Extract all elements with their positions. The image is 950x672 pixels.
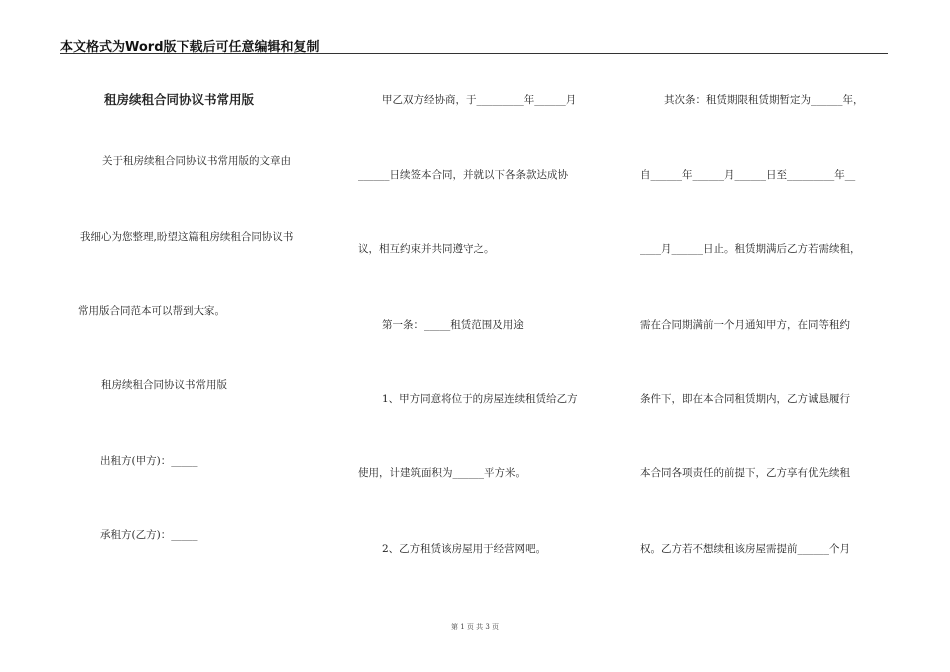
page-number: 第 1 页 共 3 页 (450, 623, 500, 631)
paragraph-line: 2、乙方租赁该房屋用于经营网吧。 (382, 543, 547, 555)
paragraph-line: 1、甲方同意将位于的房屋连续租赁给乙方 (382, 393, 578, 405)
text-column-2 (358, 0, 628, 672)
paragraph-line: 自______年______月______日至_________年__ (640, 169, 856, 181)
paragraph-line: 使用，计建筑面积为______平方米。 (358, 467, 526, 479)
lessee-field: 承租方(乙方)：_____ (100, 529, 198, 541)
document-title: 租房续租合同协议书常用版 (104, 92, 255, 107)
paragraph-line: 条件下，即在本合同租赁期内，乙方诚恳履行 (640, 393, 850, 405)
section-heading: 第一条：_____租赁范围及用途 (382, 319, 524, 331)
paragraph-line: 常用版合同范本可以帮到大家。 (78, 305, 225, 317)
paragraph-line: 关于租房续租合同协议书常用版的文章由 (102, 155, 291, 167)
paragraph-line: ______日续签本合同，并就以下各条款达成协 (358, 169, 568, 181)
text-column-3 (640, 0, 910, 672)
lessor-field: 出租方(甲方)：_____ (100, 455, 198, 467)
text-column-1 (62, 0, 332, 672)
paragraph-line: 租房续租合同协议书常用版 (101, 379, 227, 391)
paragraph-line: 本合同各项责任的前提下，乙方享有优先续租 (640, 467, 850, 479)
paragraph-line: 甲乙双方经协商，于_________年______月 (382, 94, 577, 106)
paragraph-line: ____月______日止。租赁期满后乙方若需续租， (640, 243, 861, 255)
paragraph-line: 需在合同期满前一个月通知甲方，在同等租约 (640, 319, 850, 331)
paragraph-line: 权。乙方若不想续租该房屋需提前______个月 (640, 543, 850, 555)
section-heading: 其次条：租赁期限租赁期暂定为______年， (664, 94, 864, 106)
header-notice: 本文格式为Word版下载后可任意编辑和复制 (60, 40, 320, 55)
paragraph-line: 议，相互约束并共同遵守之。 (358, 243, 495, 255)
paragraph-line: 我细心为您整理,盼望这篇租房续租合同协议书 (80, 231, 294, 243)
